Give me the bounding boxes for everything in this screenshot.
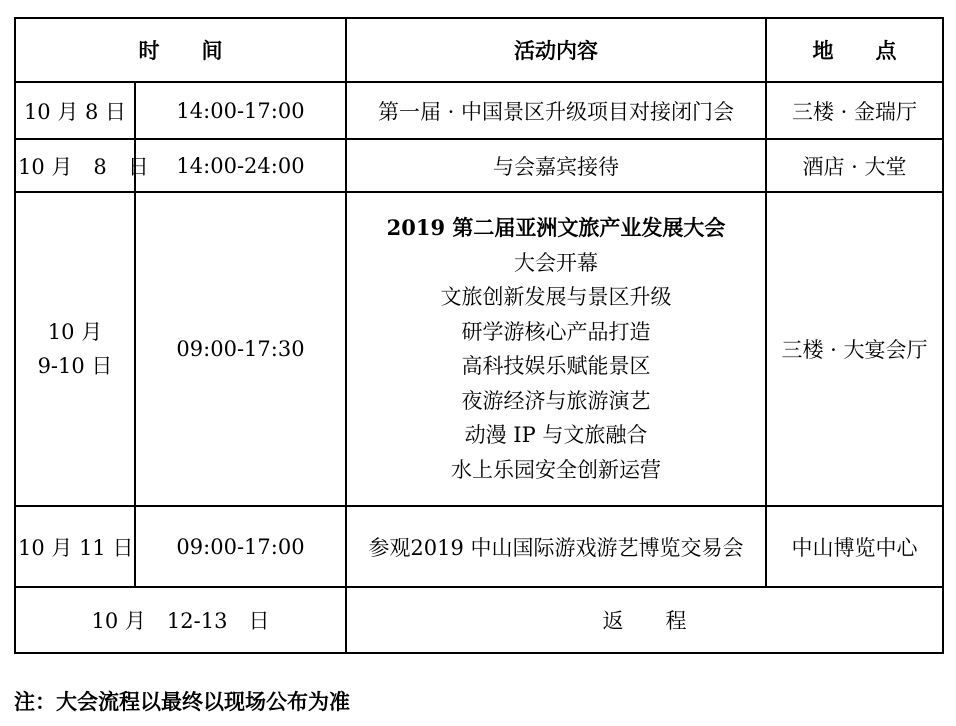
location-cell: 中山博览中心 [766,506,943,587]
program-item: 夜游经济与旅游演艺 [461,388,651,413]
time-cell: 09:00-17:30 [135,192,346,506]
program-item: 文旅创新发展与景区升级 [440,285,672,309]
location-cell: 酒店 · 大堂 [766,139,943,192]
date-cell: 10 月 12-13 日 [15,587,346,653]
footnote: 注：大会流程以最终以现场公布为准 [14,690,350,714]
date-line: 10 月 [47,320,103,344]
content-cell: 参观2019 中山国际游戏游艺博览交易会 [346,506,766,587]
time-cell: 14:00-24:00 [135,139,346,192]
header-location: 地 点 [766,18,943,82]
program-cell [346,192,766,506]
content-cell: 第一届 · 中国景区升级项目对接闭门会 [346,82,766,139]
program-title: 2019 第二届亚洲文旅产业发展大会 [386,215,726,240]
program-item: 大会开幕 [514,250,598,275]
program-item: 研学游核心产品打造 [461,319,651,344]
header-content: 活动内容 [346,18,766,82]
time-cell: 14:00-17:00 [135,82,346,139]
content-cell: 返 程 [346,587,943,653]
location-cell: 三楼 · 大宴会厅 [766,192,943,506]
table-row [15,192,943,506]
program-item: 高科技娱乐赋能景区 [461,354,651,378]
table-row [15,82,943,139]
table-row [15,139,943,192]
date-cell: 10 月 11 日 [15,506,135,587]
table-row [15,587,943,653]
schedule-table [14,17,944,654]
location-cell: 三楼 · 金瑞厅 [766,82,943,139]
content-cell: 与会嘉宾接待 [346,139,766,192]
date-cell: 10 月 8 日 [15,139,135,192]
time-cell: 09:00-17:00 [135,506,346,587]
program-item: 水上乐园安全创新运营 [451,457,661,482]
table-row [15,506,943,587]
date-cell: 10 月 8 日 [15,82,135,139]
header-row [15,18,943,82]
date-line: 9-10 日 [37,354,113,378]
date-cell [15,192,135,506]
header-time: 时 间 [15,18,346,82]
program-item: 动漫 IP 与文旅融合 [464,423,648,447]
